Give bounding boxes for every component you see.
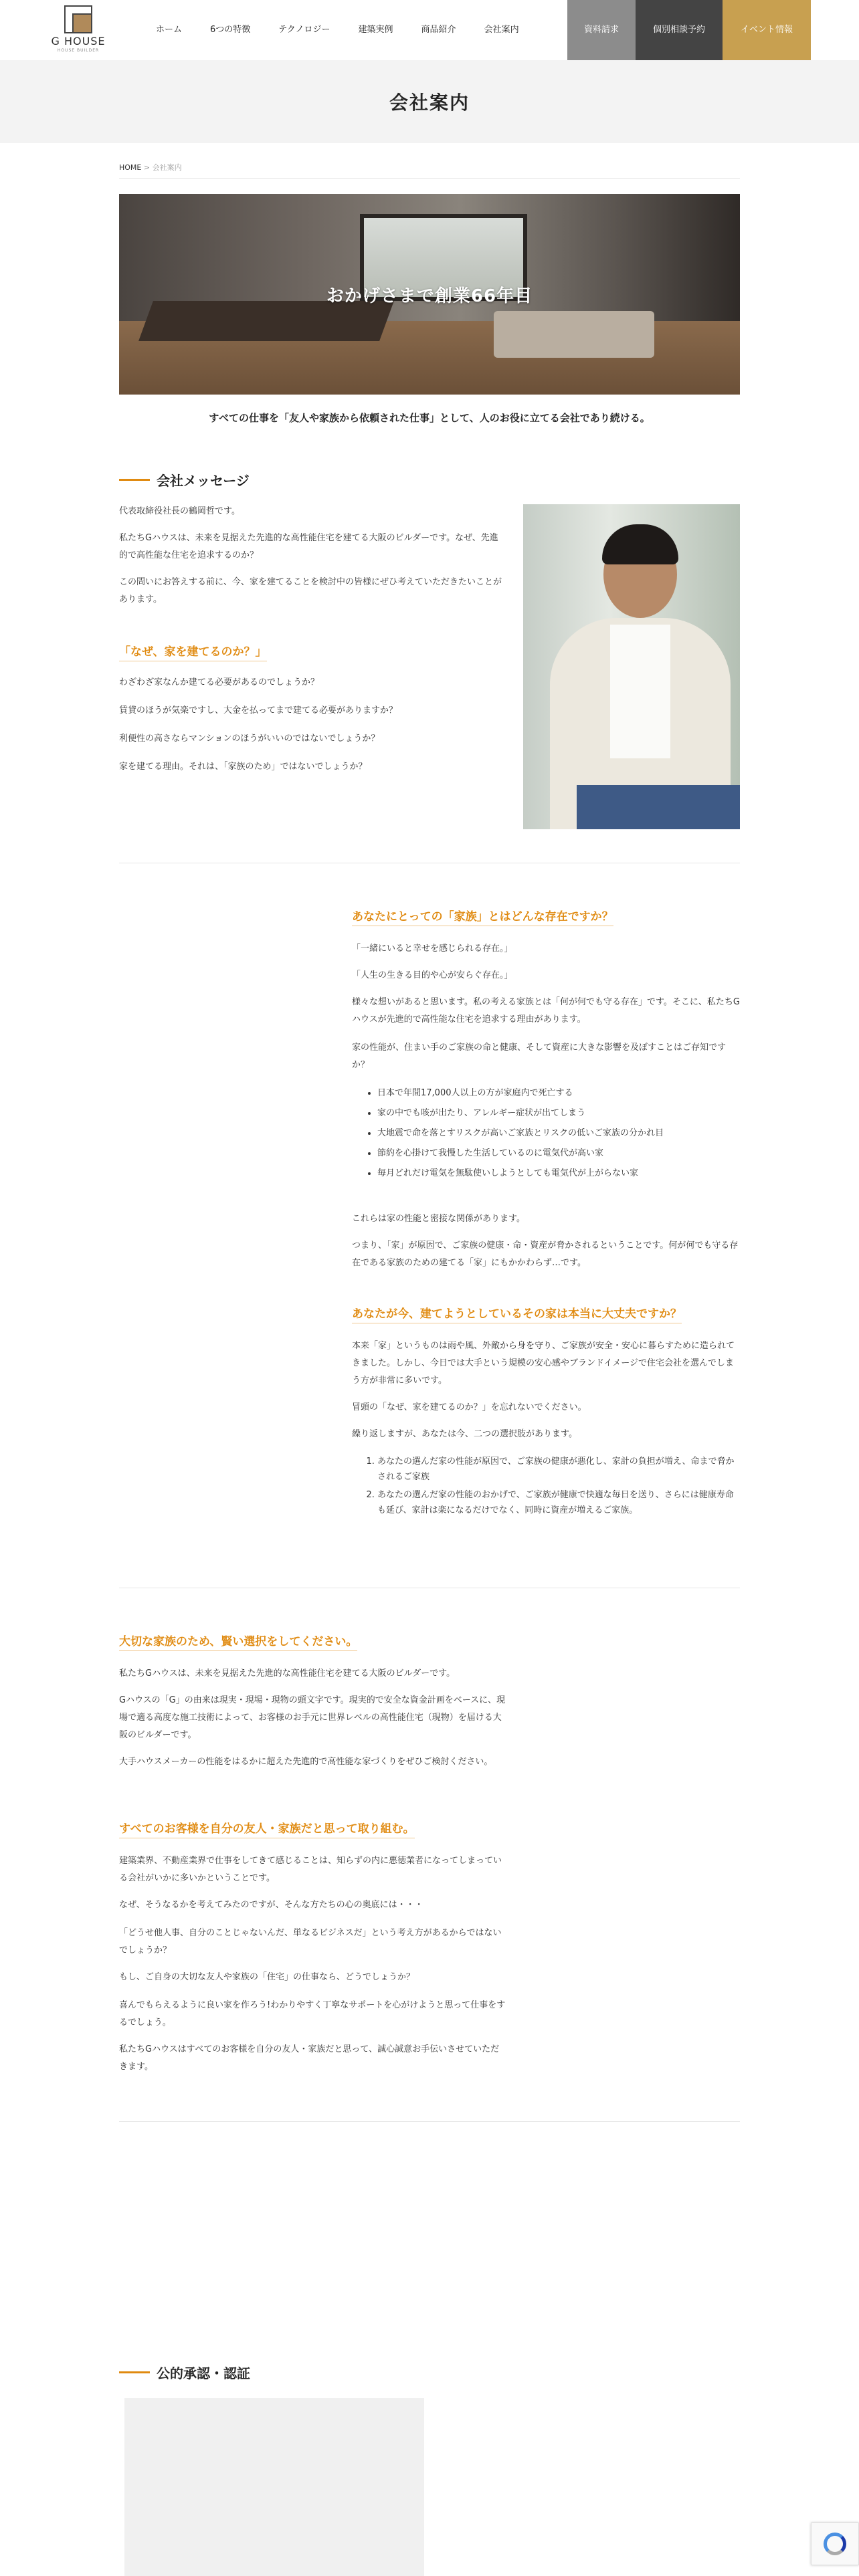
list-item: 2. あなたの選んだ家の性能のおかげで、ご家族が健康で快適な毎日を送り、さらには健康寿命も延び、家計は楽になるだけでなく、同時に資産が増えるご家族。 [377, 1487, 740, 1518]
choice-p2: Gハウスの「G」の由来は現実・現場・現物の頭文字です。現実的で安全な資金計画をベースに、現場で適る高度な施工技術によって、お客様のお手元に世界レベルの高性能住宅（現物）を届ける大阪のビルダーです。 [119, 1695, 506, 1740]
nav-works[interactable]: 建築実例 [358, 25, 393, 35]
nav-technology[interactable]: テクノロジー [278, 25, 330, 35]
page-title-band [0, 60, 859, 143]
message-heading: 会社メッセージ [119, 469, 250, 490]
hero-text: おかげさまで創業66年目 [326, 286, 533, 306]
logo-mark-icon [64, 5, 92, 33]
list-item: • 毎月どれだけ電気を無駄使いしようとしても電気代が上がらない家 [377, 1164, 740, 1184]
safety-p2: 冒頭の「なぜ、家を建てるのか？」を忘れないでください。 [352, 1402, 587, 1412]
why-q2: 賃貸のほうが気楽ですし、大金を払ってまで建てる必要がありますか？ [119, 706, 398, 716]
friends-p4: もし、ご自身の大切な友人や家族の「住宅」の仕事なら、どうでしょうか？ [119, 1972, 415, 1982]
family-quote2: 「人生の生きる目的や心が安らぐ存在。」 [352, 970, 513, 980]
message-p2: 私たちGハウスは、未来を見据えた先進的な高性能住宅を建てる大阪のビルダーです。なぜ、先進的で高性能な住宅を追求するのか？ [119, 533, 498, 560]
site-header [0, 0, 859, 60]
page-title: 会社案内 [389, 92, 470, 114]
certification-image [124, 2398, 424, 2576]
friends-p2: なぜ、そうなるかを考えてみたのですが、そんな方たちの心の奥底には・・・ [119, 1900, 423, 1910]
consultation-button[interactable]: 個別相談予約 [636, 0, 723, 60]
choice-p3: 大手ハウスメーカーの性能をはるかに超えた先進的で高性能な家づくりをぜひご検討ください。 [119, 1757, 493, 1767]
family-p2: 家の性能が、住まい手のご家族の命と健康、そして資産に大きな影響を及ぼすことはご存知ですか？ [352, 1043, 727, 1070]
president-photo [523, 504, 740, 829]
nav-company[interactable]: 会社案内 [484, 25, 519, 35]
logo-name: G HOUSE [51, 35, 106, 47]
list-item: • 家の中でも咳が出たり、アレルギー症状が出てしまう [377, 1103, 740, 1123]
message-p1: 代表取締役社長の鶴岡哲です。 [119, 506, 240, 516]
company-tagline: すべての仕事を「友人や家族から依頼された仕事」として、人のお役に立てる会社であり続ける。 [209, 412, 650, 424]
family-p4: つまり、「家」が原因で、ご家族の健康・命・資産が脅かされるということです。何が何でも守る存在である家族のための建てる「家」にもかかわらず…です。 [352, 1241, 739, 1268]
certification-heading: 公的承認・認証 [119, 2362, 250, 2382]
why-q3: 利便性の高さならマンションのほうがいいのではないでしょうか？ [119, 734, 380, 744]
list-item: • 日本で年間17,000人以上の方が家庭内で死亡する [377, 1083, 740, 1103]
divider [119, 2121, 740, 2122]
nav-products[interactable]: 商品紹介 [421, 25, 456, 35]
breadcrumb-separator: > [143, 163, 151, 172]
family-p3: これらは家の性能と密接な関係があります。 [352, 1214, 525, 1224]
recaptcha-icon [824, 2533, 846, 2555]
safety-p1: 本来「家」というものは雨や風、外敵から身を守り、ご家族が安全・安心に暮らすために造られてきました。しかし、今日では大手という規模の安心感やブランドイメージで住宅会社を選んでしまう方が非常に多いです。 [352, 1341, 735, 1386]
divider [119, 178, 740, 179]
family-quote1: 「一緒にいると幸せを感じられる存在。」 [352, 944, 513, 954]
recaptcha-badge[interactable] [811, 2523, 859, 2565]
main-nav [142, 0, 533, 60]
safety-p3: 繰り返しますが、あなたは今、二つの選択肢があります。 [352, 1429, 577, 1439]
request-docs-button[interactable]: 資料請求 [567, 0, 636, 60]
choice-p1: 私たちGハウスは、未来を見据えた先進的な高性能住宅を建てる大阪のビルダーです。 [119, 1669, 456, 1679]
family-p1: 様々な想いがあると思います。私の考える家族とは「何が何でも守る存在」です。そこに、私たちGハウスが先進的で高性能な住宅を追求する理由があります。 [352, 997, 740, 1025]
breadcrumb-current: 会社案内 [152, 163, 182, 172]
why-q1: わざわざ家なんか建てる必要があるのでしょうか？ [119, 677, 320, 687]
site-logo[interactable] [48, 5, 108, 56]
options-list [364, 1454, 740, 1521]
list-item: 1. あなたの選んだ家の性能が原因で、ご家族の健康が悪化し、家計の負担が増え、命まで脅かされるご家族 [377, 1454, 740, 1485]
list-item: • 大地震で命を落とすリスクが高いご家族とリスクの低いご家族の分かれ目 [377, 1123, 740, 1144]
safety-heading: あなたが今、建てようとしているその家は本当に大丈夫ですか？ [352, 1304, 682, 1323]
friends-p6: 私たちGハウスはすべてのお客様を自分の友人・家族だと思って、誠心誠意お手伝いさせていただきます。 [119, 2044, 500, 2072]
why-heading: 「なぜ、家を建てるのか？」 [119, 642, 267, 661]
heading-bar [119, 479, 150, 481]
message-p3: この問いにお答えする前に、今、家を建てることを検討中の皆様にぜひ考えていただきたいことがあります。 [119, 577, 502, 605]
family-heading: あなたにとっての「家族」とはどんな存在ですか？ [352, 907, 613, 926]
breadcrumb [119, 162, 182, 173]
list-item: • 節約を心掛けて我慢した生活しているのに電気代が高い家 [377, 1144, 740, 1164]
heading-bar [119, 2371, 150, 2373]
friends-p3: 「どうせ他人事、自分のことじゃないんだ、単なるビジネスだ」という考え方があるからではないでしょうか？ [119, 1928, 502, 1955]
risk-list [364, 1083, 740, 1184]
friends-heading: すべてのお客様を自分の友人・家族だと思って取り組む。 [119, 1819, 415, 1838]
hero-image [119, 194, 740, 395]
breadcrumb-home[interactable]: HOME [119, 163, 142, 172]
event-info-button[interactable]: イベント情報 [723, 0, 811, 60]
why-q4: 家を建てる理由。それは、「家族のため」ではないでしょうか？ [119, 762, 367, 772]
nav-features[interactable]: 6つの特徴 [210, 25, 251, 35]
logo-subtitle: HOUSE BUILDER [57, 48, 100, 53]
friends-p1: 建築業界、不動産業界で仕事をしてきて感じることは、知らずの内に悪徳業者になってしまっている会社がいかに多いかということです。 [119, 1856, 502, 1883]
nav-home[interactable]: ホーム [156, 25, 183, 35]
friends-p5: 喜んでもらえるように良い家を作ろう!わかりやすく丁寧なサポートを心がけようと思って仕事をするでしょう。 [119, 2000, 506, 2028]
choice-heading: 大切な家族のため、賢い選択をしてください。 [119, 1632, 357, 1651]
